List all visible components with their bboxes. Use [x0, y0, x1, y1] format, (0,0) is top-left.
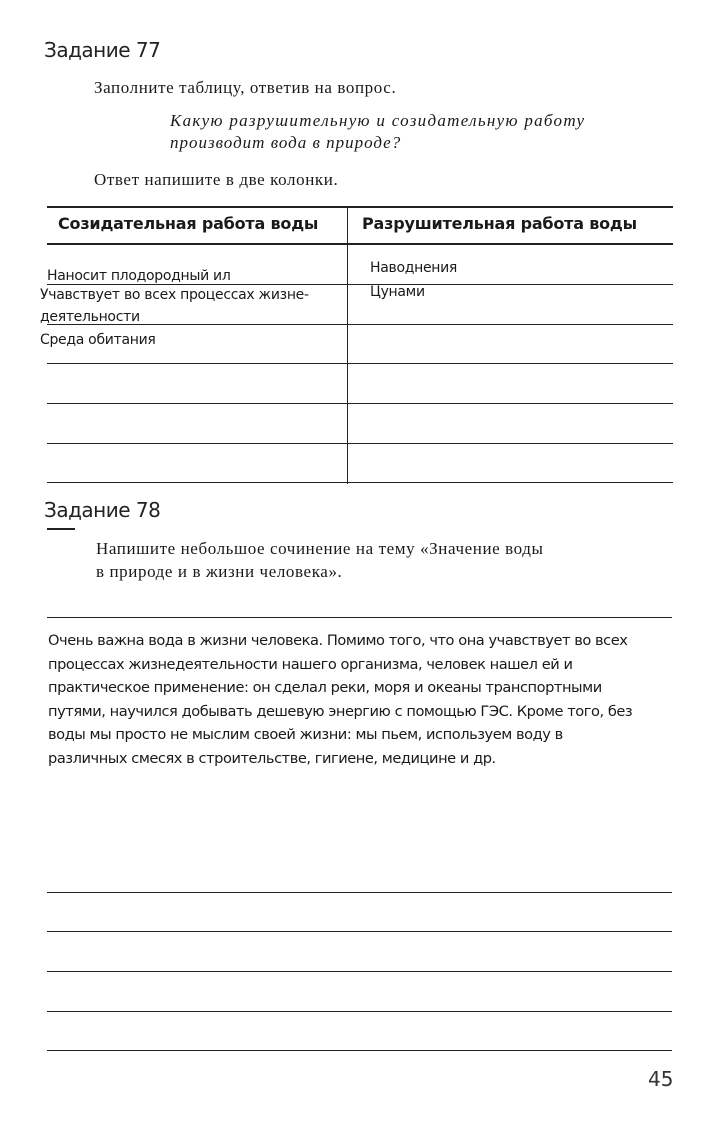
table-row-line: [47, 284, 673, 285]
writing-line: [47, 971, 672, 972]
table-top-border: [47, 206, 673, 208]
essay-line: воды мы просто не мыслим своей жизни: мы пьем, используем воду в: [48, 726, 563, 744]
destructive-item: Цунами: [370, 284, 425, 300]
page-number: 45: [648, 1067, 674, 1091]
writing-line: [47, 1011, 672, 1012]
task-77-instruction: Заполните таблицу, ответив на вопрос.: [94, 78, 397, 97]
essay-line: практическое применение: он сделал реки, моря и океаны транспортными: [48, 679, 602, 697]
heading-underline: [47, 528, 75, 530]
writing-line: [47, 892, 672, 893]
essay-line: Очень важна вода в жизни человека. Помимо того, что она учавствует во всех: [48, 632, 628, 649]
task-77-question-line-2: производит вода в природе?: [170, 133, 402, 152]
creative-item: Среда обитания: [40, 332, 156, 348]
essay-line: различных смесях в строительстве, гигиене, медицине и др.: [48, 749, 496, 767]
creative-item: деятельности: [40, 309, 140, 325]
table-row-line: [47, 403, 673, 404]
table-row-line: [47, 443, 673, 444]
task-77-heading: Задание 77: [44, 38, 161, 62]
header-creative-work: Созидательная работа воды: [58, 214, 319, 233]
table-row-line: [47, 324, 673, 325]
creative-item: Наносит плодородный ил: [47, 268, 231, 284]
writing-line: [47, 1050, 672, 1051]
table-row-line: [47, 482, 673, 483]
table-header-border: [47, 243, 673, 245]
header-destructive-work: Разрушительная работа воды: [362, 214, 637, 233]
essay-line: процессах жизнедеятельности нашего организма, человек нашел ей и: [48, 655, 573, 673]
task-78-instruction-line-1: Напишите небольшое сочинение на тему «Значение воды: [96, 539, 544, 558]
writing-line: [47, 617, 672, 618]
task-78-instruction-line-2: в природе и в жизни человека».: [96, 562, 343, 581]
essay-text: [48, 629, 632, 771]
task-77-question-line-1: Какую разрушительную и созидательную работу: [170, 111, 586, 130]
task-77-answer-note: Ответ напишите в две колонки.: [94, 170, 339, 189]
task-78-heading: Задание 78: [44, 498, 161, 522]
writing-line: [47, 931, 672, 932]
essay-line: путями, научился добывать дешевую энергию с помощью ГЭС. Кроме того, без: [48, 702, 633, 720]
table-row-line: [47, 363, 673, 364]
creative-item: Учавствует во всех процессах жизне-: [40, 287, 309, 303]
destructive-item: Наводнения: [370, 260, 458, 276]
